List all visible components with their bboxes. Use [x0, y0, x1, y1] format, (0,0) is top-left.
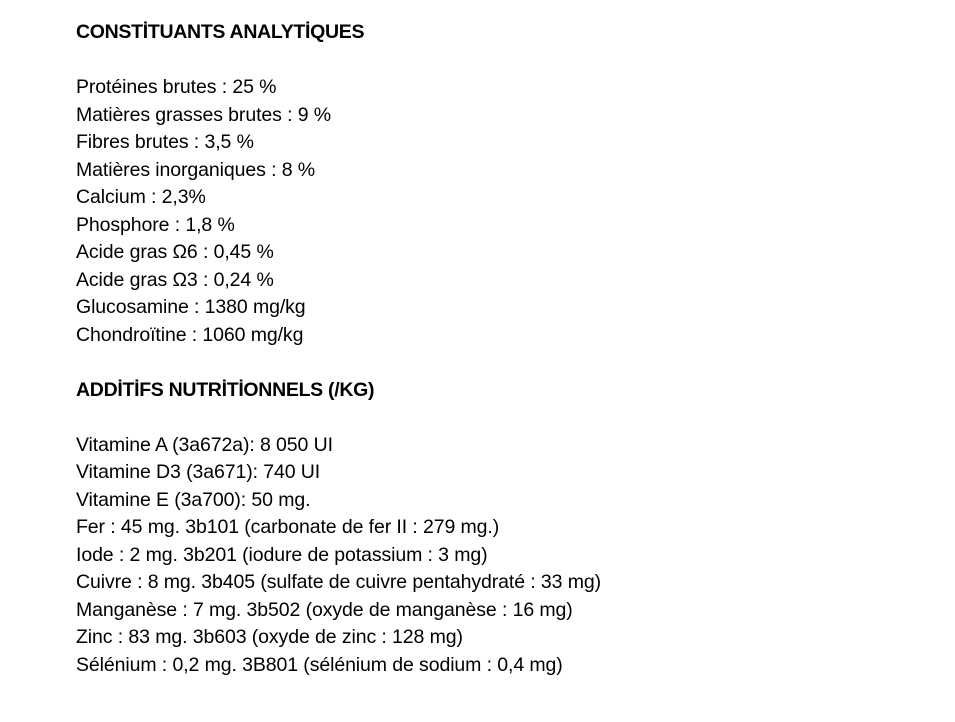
document [76, 19, 936, 679]
nutritional-additives-heading: ADDİTİFS NUTRİTİONNELS (/KG) [76, 378, 375, 401]
list-item: Fer : 45 mg. 3b101 (carbonate de fer II : 279 mg.) [76, 516, 500, 538]
list-item: Vitamine A (3a672a): 8 050 UI [76, 433, 333, 456]
list-item: Iode : 2 mg. 3b201 (iodure de potassium : 3 mg) [76, 543, 488, 566]
list-item: Matières inorganiques : 8 % [76, 158, 316, 181]
list-item: Chondroïtine : 1060 mg/kg [76, 323, 304, 346]
analytical-constituents-heading: CONSTİTUANTS ANALYTİQUES [76, 21, 365, 43]
list-item: Acide gras Ω3 : 0,24 % [76, 268, 274, 291]
nutritional-additives-list [76, 432, 936, 680]
list-item: Vitamine E (3a700): 50 mg. [76, 488, 311, 511]
list-item: Protéines brutes : 25 % [76, 76, 277, 98]
list-item: Cuivre : 8 mg. 3b405 (sulfate de cuivre pentahydraté : 33 mg) [76, 571, 602, 593]
list-item: Vitamine D3 (3a671): 740 UI [76, 461, 321, 483]
list-item: Fibres brutes : 3,5 % [76, 131, 254, 153]
list-item: Manganèse : 7 mg. 3b502 (oxyde de manganèse : 16 mg) [76, 598, 573, 621]
list-item: Phosphore : 1,8 % [76, 213, 235, 236]
spacer [76, 349, 936, 377]
list-item: Zinc : 83 mg. 3b603 (oxyde de zinc : 128 mg) [76, 626, 463, 648]
analytical-constituents-list [76, 74, 936, 349]
list-item: Calcium : 2,3% [76, 186, 206, 208]
list-item: Glucosamine : 1380 mg/kg [76, 296, 306, 318]
spacer [76, 404, 936, 432]
list-item: Acide gras Ω6 : 0,45 % [76, 241, 274, 263]
list-item: Matières grasses brutes : 9 % [76, 103, 332, 126]
list-item: Sélénium : 0,2 mg. 3B801 (sélénium de sodium : 0,4 mg) [76, 653, 563, 676]
spacer [76, 47, 936, 75]
